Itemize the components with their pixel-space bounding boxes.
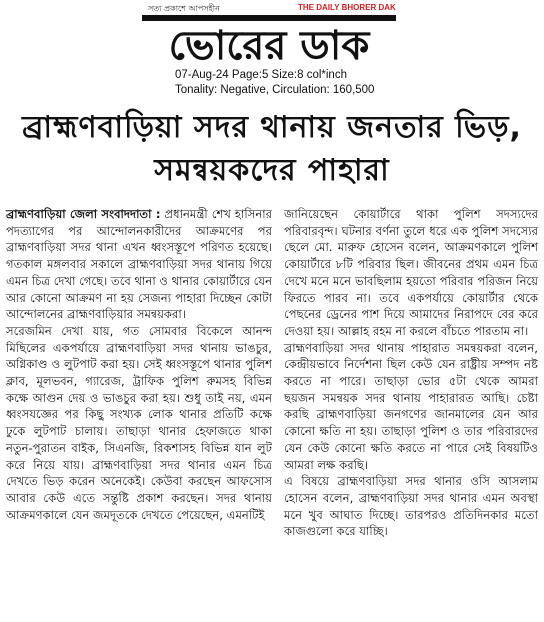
clipping-info-line-2: Tonality: Negative, Circulation: 160,500 — [175, 84, 375, 96]
clipping-info-line-1: 07-Aug-24 Page:5 Size:8 col*inch — [175, 69, 347, 81]
article-headline: ব্রাহ্মণবাড়িয়া সদর থানায় জনতার ভিড়, সমন্বয়কদের পাহারা — [22, 110, 522, 188]
masthead-english-name: THE DAILY BHORER DAK — [298, 3, 396, 12]
masthead-tagline: সত্য প্রকাশে আপসহীন — [148, 4, 220, 13]
article-byline: ব্রাহ্মণবাড়িয়া জেলা সংবাদদাতা : — [6, 207, 161, 221]
article-paragraph: এ বিষয়ে ব্রাহ্মণবাড়িয়া সদর থানার ওসি আসলাম হোসেন বলেন, ব্রাহ্মণবাড়িয়া সদর থানার এমন অবস্থা মনে খুব আঘাত দিচ্ছে। তারপরও প্রতিদিনকার মতো কাজগুলো করে যাচ্ছি। — [284, 474, 538, 539]
article-column-left — [6, 206, 272, 523]
logo-wordmark: ভোরের ডাক — [168, 23, 370, 65]
paragraph-text: প্রধানমন্ত্রী শেখ হাসিনার পদত্যাগের পর আন্দোলনকারীদের আক্রমণের পর ব্রাহ্মণবাড়িয়া সদর থানা এখন ধ্বংসস্তূপে পরিণত হয়েছে। গতকাল মঙ্গলবার সকালে ব্রাহ্মণবাড়িয়া সদর থানায় গিয়ে এমন চিত্র দেখা গেছে। তবে থানা ও থানার কোয়ার্টারে যেন আর কোনো আক্রমণ না হয় সেজন্য পাহারা দিচ্ছেন কোটা আন্দোলনের ব্রাহ্মণবাড়িয়ার সমন্বয়করা। — [6, 207, 273, 322]
article-column-right — [284, 206, 538, 540]
newspaper-logo — [140, 13, 398, 65]
article-paragraph: ব্রাহ্মণবাড়িয়া সদর থানায় পাহারাত সমন্বয়করা বলেন, কেন্দ্রীয়ভাবে নির্দেশনা ছিল কেউ যেন রাষ্ট্রীয় সম্পদ নষ্ট করতে না পারে। তাছাড়া ভোর ৫টা থেকে আমরা ছয়জন সমন্বয়ক সদর থানায় পাহারারত আছি। চেষ্টা করছি ব্রাহ্মণবাড়িয়া জনগণের জানমালের যেন আর কোনো ক্ষতি না হয়। তাছাড়া পুলিশ ও তার পরিবারদের যেন কেউ কোনো ক্ষতি করতে না পারে সেই বিষয়টিও আমরা লক্ষ করছি। — [284, 340, 538, 472]
masthead — [0, 0, 544, 96]
article-paragraph: সরেজমিন দেখা যায়, গত সোমবার বিকেলে আনন্দ মিছিলের একপর্যায়ে ব্রাহ্মণবাড়িয়া সদর থানায় ভাঙচুর, অগ্নিকাণ্ড ও লুটপাট করা হয়। সেই ধ্বংসস্তূপে থানার পুলিশ ক্লাব, মূলভবন, গ্যারেজ, ট্রাফিক পুলিশ রুমসহ বিভিন্ন কক্ষে আগুন দেয় ও ভাঙচুর করা হয়। শুধু তাই নয়, এমন ধ্বংসযজ্ঞের পর কিছু সংখ্যক লোক থানার প্রতিটি কক্ষে ঢুকে লুটপাট চালায়। তাছাড়া থানার হেফাজতে থাকা নতুন-পুরাতন বাইক, সিএনজি, রিকশাসহ বিভিন্ন যান লুট করে নিয়ে যায়। ব্রাহ্মণবাড়িয়া সদর থানার এমন চিত্র দেখতে ভিড় করেন অনেকেই। কেউবা করছেন আফসোস আবার কেউ এতে সন্তুষ্টি প্রকাশ করছেন। সদর থানায় আক্রমণকালে যেন জমদূতকে দেখতে পেয়েছেন, এমনটিই — [6, 323, 272, 522]
article-paragraph: জানিয়েছেন কোয়ার্টারে থাকা পুলিশ সদস্যদের পরিবারবৃন্দ। ঘটনার বর্ণনা তুলে ধরে এক পুলিশ সদস্যের ছেলে মো. মারুফ হোসেন বলেন, আক্রমণকালে পুলিশ কোয়ার্টারে ৮টি পরিবার ছিল। জীবনের প্রথম এমন চিত্র দেখে মনে মনে ভাবছিলাম হয়তো পরিবার পরিজন নিয়ে ফিরতে পারব না। তবে একপর্যায়ে কোয়ার্টার থেকে পেছনের ড্রেনের পাশ দিয়ে আমাদের নিরাপদে বের করে দেওয়া হয়। আল্লাহ রহম না করলে বাঁচতে পারতাম না। — [284, 207, 538, 338]
article-paragraph — [6, 206, 272, 323]
